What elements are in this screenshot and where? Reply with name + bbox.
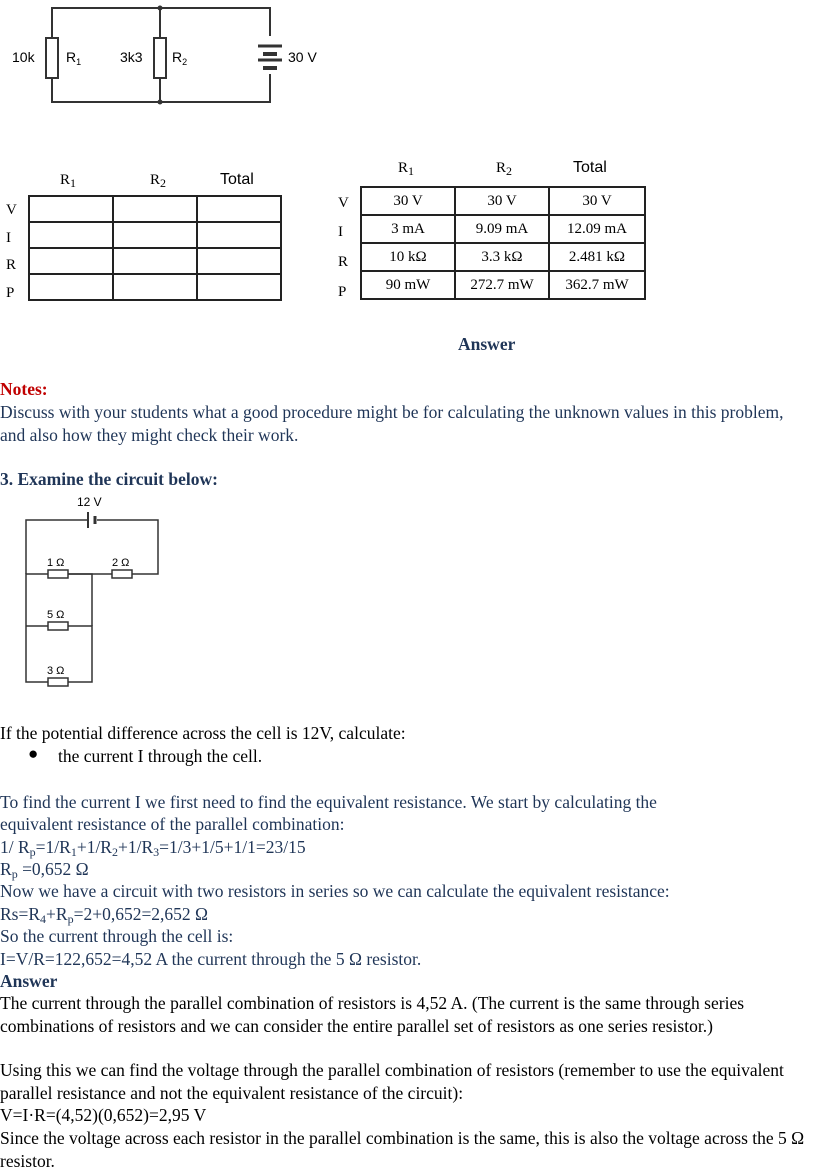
answer-row-label: R [338, 254, 349, 270]
table-cell [197, 196, 281, 222]
battery-voltage: 12 V [77, 495, 102, 509]
table-row [361, 215, 645, 243]
table-row [361, 243, 645, 271]
circuit-diagram-1 [0, 0, 340, 110]
table-cell [197, 274, 281, 300]
solution-line: equivalent resistance of the parallel combination: [0, 814, 345, 834]
table-cell: 10 kΩ [361, 243, 455, 271]
table-cell [113, 274, 197, 300]
table-cell: 30 V [549, 187, 645, 215]
answer-row-label: P [338, 284, 347, 300]
resistor-r2 [154, 38, 166, 78]
blank-row-label: V [6, 202, 17, 218]
solution-line: To find the current I we first need to find the equivalent resistance. We start by calculating the [0, 792, 657, 812]
table-cell [113, 222, 197, 248]
answer-header-r2: $R_2$ [496, 160, 513, 178]
answer-voltage: V=I·R=(4,52)(0,652)=2,95 V [0, 1105, 207, 1125]
table-cell [29, 222, 113, 248]
solution-rs-value: $Rs=R_4+R_p=2+0,652=2,652$ Ω [0, 904, 209, 926]
prompt-bullet: the current I through the cell. [58, 746, 263, 766]
solution-rp-value: $R_p =0,652$ Ω [0, 859, 89, 881]
answer-table [360, 186, 646, 300]
resistor-1-ohm [48, 570, 68, 578]
table-cell: 90 mW [361, 271, 455, 299]
resistor-2-ohm [112, 570, 132, 578]
answer-row-label: V [338, 195, 349, 211]
r2-label: $R_2$ [172, 49, 188, 67]
circuit-diagram-2 [0, 490, 180, 690]
table-cell: 9.09 mA [455, 215, 549, 243]
solution-line: So the current through the cell is: [0, 926, 234, 946]
source-voltage: 30 V [288, 49, 317, 65]
answer-paragraph: Since the voltage across each resistor in the parallel combination is the same, this is also the voltage across the 5 Ω resistor. [0, 1128, 805, 1171]
answer-heading: Answer [0, 971, 58, 991]
table-cell: 362.7 mW [549, 271, 645, 299]
resistor-label-5: 5 Ω [47, 609, 65, 621]
solution-equation-rp: 1/ $R_p=1/R_1+1/R_2+1/R_3=1/3+1/5+1/1=23/15$ [0, 837, 306, 859]
answer-header-total: Total [573, 159, 607, 176]
table-cell [29, 196, 113, 222]
battery-symbol [88, 512, 95, 528]
resistor-label-2: 2 Ω [112, 557, 130, 569]
resistor-5-ohm [48, 622, 68, 630]
table-cell: 272.7 mW [455, 271, 549, 299]
solution-line: Now we have a circuit with two resistors in series so we can calculate the equivalent resistance: [0, 881, 670, 901]
resistor-label-3: 3 Ω [47, 665, 65, 677]
answer-table-caption: Answer [458, 334, 516, 354]
blank-row-label: R [6, 257, 17, 273]
prompt-intro: If the potential difference across the cell is 12V, calculate: [0, 723, 406, 743]
answer-paragraph: The current through the parallel combination of resistors is 4,52 A. (The current is the same through series combinations of resistors and we can consider the entire parallel set of resistors as one series resistor.) [0, 993, 745, 1036]
table-cell [29, 248, 113, 274]
table-cell [113, 196, 197, 222]
table-cell [197, 222, 281, 248]
notes-text: Discuss with your students what a good procedure might be for calculating the unknown values in this problem, and also how they might check their work. [0, 402, 784, 445]
table-cell: 3.3 kΩ [455, 243, 549, 271]
table-cell [197, 248, 281, 274]
resistor-r1 [46, 38, 58, 78]
resistor-label-1: 1 Ω [47, 557, 65, 569]
blank-table [28, 195, 282, 301]
table-row [361, 187, 645, 215]
table-cell [29, 274, 113, 300]
table-cell: 30 V [455, 187, 549, 215]
blank-header-r2: $R_2$ [150, 172, 167, 190]
table-row [361, 271, 645, 299]
answer-paragraph: Using this we can find the voltage through the parallel combination of resistors (remember to use the equivalent parallel resistance and not the equivalent resistance of the circuit): [0, 1060, 784, 1103]
table-cell: 30 V [361, 187, 455, 215]
battery-symbol [258, 46, 282, 68]
blank-row-label: P [6, 285, 15, 301]
table-cell [113, 248, 197, 274]
table-cell: 12.09 mA [549, 215, 645, 243]
table-cell: 2.481 kΩ [549, 243, 645, 271]
r1-value: 10k [12, 49, 35, 65]
answer-row-label: I [338, 224, 343, 240]
table-cell: 3 mA [361, 215, 455, 243]
solution-current: I=V/R=122,652=4,52 A the current through the 5 Ω resistor. [0, 949, 422, 969]
blank-row-label: I [6, 230, 11, 246]
r1-label: $R_1$ [66, 49, 82, 67]
bullet-icon: ● [28, 744, 39, 763]
blank-header-total: Total [220, 171, 254, 188]
r2-value: 3k3 [120, 49, 143, 65]
resistor-3-ohm [48, 678, 68, 686]
answer-header-r1: $R_1$ [398, 160, 415, 178]
blank-header-r1: $R_1$ [60, 172, 77, 190]
notes-heading: Notes: [0, 379, 48, 399]
question-heading: 3. Examine the circuit below: [0, 469, 218, 489]
